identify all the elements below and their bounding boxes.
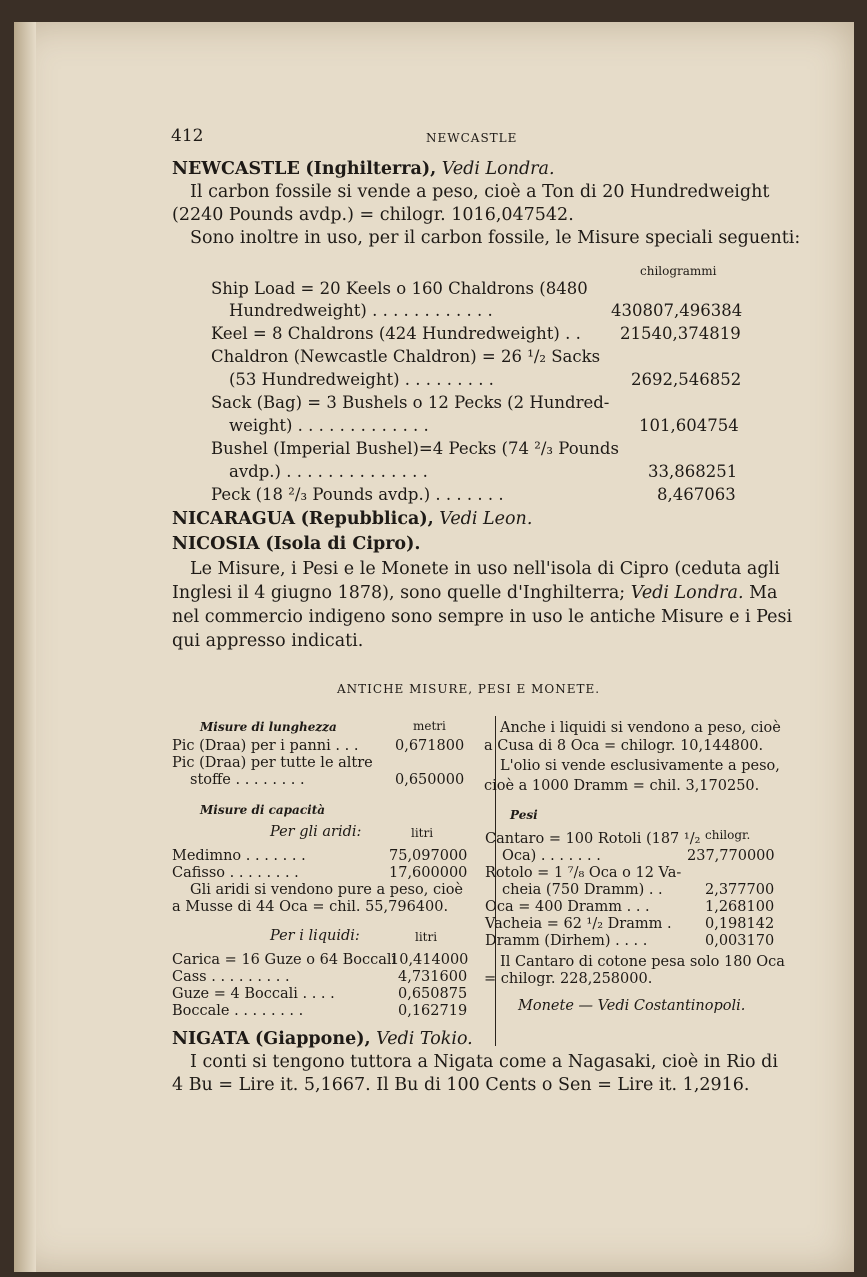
list-value: 4,731600: [398, 969, 468, 985]
right-r2: a Cusa di 8 Oca = chilogr. 10,144800.: [484, 738, 764, 754]
cotone-note2: = chilogr. 228,258000.: [484, 971, 653, 987]
list-value: 0,650000: [395, 772, 465, 788]
right-r3: L'olio si vende esclusivamente a peso,: [500, 758, 780, 774]
list-item: stoffe . . . . . . . .: [190, 772, 305, 788]
list-item: Guze = 4 Boccali . . . .: [172, 986, 335, 1002]
list-item: Oca = 400 Dramm . . .: [485, 899, 650, 915]
list-item: Boccale . . . . . . . .: [172, 1003, 304, 1019]
running-title: NEWCASTLE: [426, 131, 518, 145]
table-row: Bushel (Imperial Bushel)=4 Pecks (74 ²/₃ Pounds: [211, 439, 619, 458]
nicosia-heading: [172, 534, 420, 554]
nicosia-ref: Vedi Londra.: [630, 583, 744, 603]
list-item: Dramm (Dirhem) . . . .: [485, 933, 648, 949]
nigata-l2: 4 Bu = Lire it. 5,1667. Il Bu di 100 Cents o Sen = Lire it. 1,2916.: [172, 1075, 750, 1095]
table-row: Peck (18 ²/₃ Pounds avdp.) . . . . . . .: [211, 485, 504, 504]
table-value: 2692,546852: [631, 370, 742, 389]
right-r1: Anche i liquidi si vendono a peso, cioè: [500, 720, 781, 736]
section-title: ANTICHE MISURE, PESI E MONETE.: [337, 682, 601, 696]
table-value: 21540,374819: [620, 324, 741, 343]
list-value: 0,162719: [398, 1003, 468, 1019]
nicosia-l2a: Inglesi il 4 giugno 1878), sono quelle d'Inghilterra;: [172, 583, 626, 603]
list-value: 0,671800: [395, 738, 465, 754]
book-page: [14, 22, 854, 1272]
newcastle-p1a: Il carbon fossile si vende a peso, cioè a Ton di 20 Hundredweight: [190, 182, 770, 202]
column-divider: [495, 716, 496, 1046]
liquidi-unit: litri: [415, 930, 438, 944]
nigata-country: (Giappone),: [254, 1029, 371, 1049]
list-value: 17,600000: [389, 865, 468, 881]
newcastle-p2: Sono inoltre in uso, per il carbon fossile, le Misure speciali seguenti:: [190, 228, 801, 248]
list-value: 10,414000: [390, 952, 469, 968]
list-value: 75,097000: [389, 848, 468, 864]
newcastle-unit: chilogrammi: [640, 264, 717, 278]
nicosia-l1: Le Misure, i Pesi e le Monete in uso nell'isola di Cipro (ceduta agli: [190, 559, 780, 579]
nicaragua-heading: [172, 509, 532, 529]
table-row: (53 Hundredweight) . . . . . . . . .: [229, 370, 494, 389]
capacita-title: Misure di capacità: [200, 803, 326, 817]
page-spine-shadow: [14, 22, 36, 1272]
list-value: 0,650875: [398, 986, 468, 1002]
list-item: Cantaro = 100 Rotoli (187 ¹/₂: [485, 831, 701, 847]
list-item: Pic (Draa) per tutte le altre: [172, 755, 373, 771]
nicaragua-ref: Vedi Leon.: [439, 509, 533, 529]
lunghezza-title: Misure di lunghezza: [200, 720, 337, 734]
newcastle-country: (Inghilterra),: [305, 159, 437, 179]
nicosia-l2: [172, 583, 777, 603]
page-number: 412: [171, 126, 204, 146]
nigata-l1: I conti si tengono tuttora a Nigata come a Nagasaki, cioè in Rio di: [190, 1052, 778, 1072]
list-item: Carica = 16 Guze o 64 Boccali: [172, 952, 397, 968]
table-row: avdp.) . . . . . . . . . . . . . .: [229, 462, 428, 481]
newcastle-p1b: (2240 Pounds avdp.) = chilogr. 1016,047542.: [172, 205, 574, 225]
newcastle-title: NEWCASTLE: [172, 159, 300, 179]
list-value: 1,268100: [705, 899, 775, 915]
nigata-ref: Vedi Tokio.: [376, 1029, 473, 1049]
nicosia-l2c: Ma: [749, 583, 778, 603]
table-row: Keel = 8 Chaldrons (424 Hundredweight) . .: [211, 324, 581, 343]
nigata-title: NIGATA: [172, 1029, 250, 1049]
aridi-note1: Gli aridi si vendono pure a peso, cioè: [190, 882, 464, 898]
monete-ref: Monete — Vedi Costantinopoli.: [518, 998, 746, 1014]
table-row: Sack (Bag) = 3 Bushels o 12 Pecks (2 Hundred-: [211, 393, 610, 412]
nigata-heading: [172, 1029, 473, 1049]
list-value: 0,198142: [705, 916, 775, 932]
list-item: Pic (Draa) per i panni . . .: [172, 738, 359, 754]
list-item: Oca) . . . . . . .: [502, 848, 601, 864]
list-item: Vacheia = 62 ¹/₂ Dramm .: [485, 916, 672, 932]
list-item: cheia (750 Dramm) . .: [502, 882, 663, 898]
aridi-title: Per gli aridi:: [270, 824, 362, 840]
nicosia-l4: qui appresso indicati.: [172, 631, 364, 651]
list-item: Cafisso . . . . . . . .: [172, 865, 299, 881]
list-item: Cass . . . . . . . . .: [172, 969, 290, 985]
pesi-unit: chilogr.: [705, 828, 751, 842]
nicosia-title: NICOSIA: [172, 534, 260, 554]
lunghezza-unit: metri: [413, 719, 446, 733]
table-value: 8,467063: [657, 485, 736, 504]
nicaragua-title: NICARAGUA: [172, 509, 296, 529]
table-row: Chaldron (Newcastle Chaldron) = 26 ¹/₂ Sacks: [211, 347, 601, 366]
list-value: 0,003170: [705, 933, 775, 949]
table-value: 33,868251: [648, 462, 738, 481]
table-value: 430807,496384: [611, 301, 743, 320]
list-item: Medimno . . . . . . .: [172, 848, 306, 864]
newcastle-heading: [172, 159, 555, 179]
nicosia-l3: nel commercio indigeno sono sempre in uso le antiche Misure e i Pesi: [172, 607, 793, 627]
aridi-note2: a Musse di 44 Oca = chil. 55,796400.: [172, 899, 449, 915]
cotone-note1: Il Cantaro di cotone pesa solo 180 Oca: [500, 954, 785, 970]
list-value: 2,377700: [705, 882, 775, 898]
list-item: Rotolo = 1 ⁷/₈ Oca o 12 Va-: [485, 865, 682, 881]
list-value: 237,770000: [687, 848, 775, 864]
aridi-unit: litri: [411, 826, 434, 840]
liquidi-title: Per i liquidi:: [270, 928, 360, 944]
table-row: Ship Load = 20 Keels o 160 Chaldrons (8480: [211, 279, 588, 298]
table-value: 101,604754: [639, 416, 739, 435]
nicosia-country: (Isola di Cipro).: [265, 534, 421, 554]
table-row: Hundredweight) . . . . . . . . . . . .: [229, 301, 493, 320]
newcastle-ref: Vedi Londra.: [441, 159, 555, 179]
nicaragua-country: (Repubblica),: [300, 509, 434, 529]
right-r4: cioè a 1000 Dramm = chil. 3,170250.: [484, 778, 760, 794]
pesi-title: Pesi: [510, 808, 538, 822]
table-row: weight) . . . . . . . . . . . . .: [229, 416, 429, 435]
